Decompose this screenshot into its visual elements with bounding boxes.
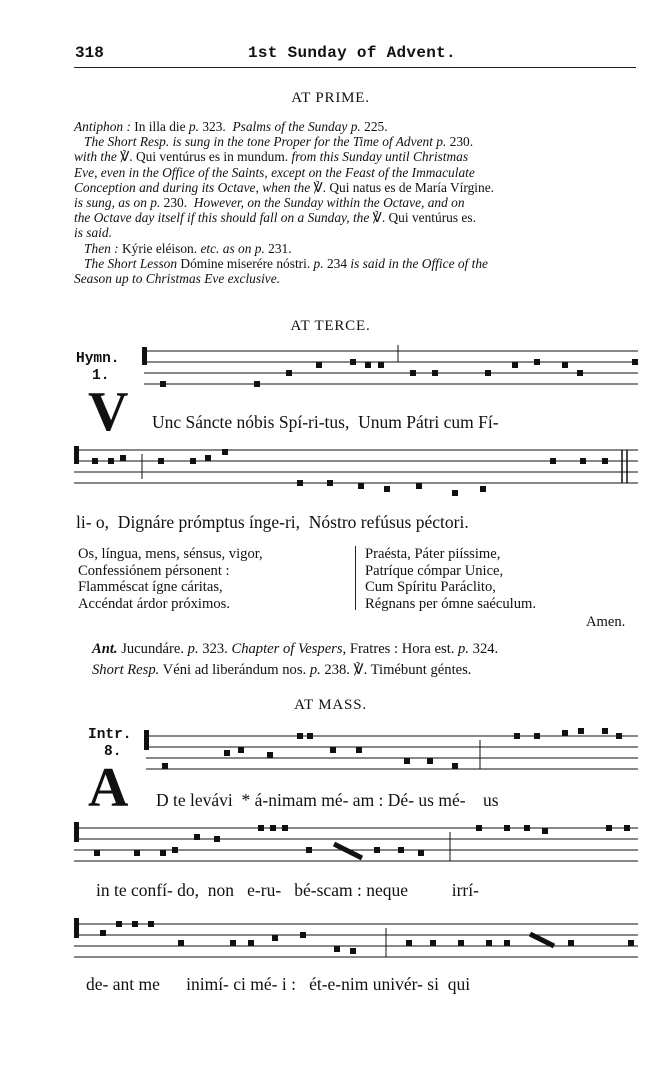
stanza-line: Patríque cómpar Unice, bbox=[365, 562, 504, 579]
stanza-line: Flamméscat ígne cáritas, bbox=[78, 579, 223, 595]
introit-staff-1 bbox=[142, 722, 640, 782]
hymn-staff-1 bbox=[140, 340, 640, 400]
hymn-staff-2 bbox=[72, 438, 640, 510]
introit-staff-2 bbox=[72, 814, 640, 876]
introit-label: Intr. bbox=[88, 727, 132, 743]
stanza-line: Confessiónem pérsonent : bbox=[78, 562, 230, 579]
short-resp-line: Short Resp. Véni ad liberándum nos. p. 238. ℣. Timébunt géntes. bbox=[92, 662, 472, 678]
antiphon-line: Ant. Jucundáre. p. 323. Chapter of Vespers, Fratres : Hora est. p. 324. bbox=[92, 641, 499, 657]
prime-line: Conception and during its Octave, when the ℣. Qui natus es de María Vírgine. bbox=[74, 179, 494, 195]
hymn-lyrics-line-2: li- o, Dignáre prómptus ínge-ri, Nóstro refúsus péctori. bbox=[76, 512, 469, 532]
stanza-line: Praésta, Páter piíssime, bbox=[365, 546, 501, 562]
stanza-line: Accéndat árdor próximos. bbox=[78, 595, 230, 612]
prime-line: is said. bbox=[74, 225, 112, 241]
introit-mode: 8. bbox=[104, 744, 122, 760]
introit-lyrics-line-1: D te levávi * á-nimam mé- am : Dé- us mé- us bbox=[156, 790, 499, 810]
introit-initial: A bbox=[88, 757, 129, 819]
page-number: 318 bbox=[75, 44, 104, 62]
prime-rubrics bbox=[74, 119, 637, 286]
introit-lyrics-line-3: de- ant me inimí- ci mé- i : ét-e-nim univér- si qui bbox=[86, 974, 471, 994]
hymn-stanza-left bbox=[78, 546, 263, 612]
hymn-stanza-right bbox=[365, 546, 536, 612]
introit-staff-3 bbox=[72, 910, 640, 972]
prime-line: with the ℣. Qui ventúrus es in mundum. from this Sunday until Christmas bbox=[74, 149, 469, 165]
header-rule bbox=[74, 67, 636, 68]
prime-line: is sung, as on p. 230. However, on the Sunday within the Octave, and on bbox=[74, 195, 465, 211]
prime-line: the Octave day itself if this should fall on a Sunday, the ℣. Qui ventúrus es. bbox=[74, 210, 476, 226]
prime-line: Antiphon : In illa die p. 323. Psalms of the Sunday p. 225. bbox=[74, 119, 388, 134]
stanza-line: Cum Spíritu Paráclito, bbox=[365, 579, 496, 595]
prime-line: The Short Lesson Dómine miserére nóstri. p. 234 is said in the Office of the bbox=[84, 255, 488, 271]
stanza-divider bbox=[355, 546, 356, 610]
amen: Amen. bbox=[586, 614, 626, 630]
stanza-line: Régnans per ómne saéculum. bbox=[365, 595, 537, 612]
prime-line: Then : Kýrie eléison. etc. as on p. 231. bbox=[84, 240, 292, 256]
introit-lyrics-line-2: in te confí- do, non e-ru- bé-scam : neque irrí- bbox=[96, 880, 479, 900]
prime-line: The Short Resp. is sung in the tone Proper for the Time of Advent p. 230. bbox=[84, 134, 474, 150]
mass-heading: AT MASS. bbox=[294, 697, 367, 713]
stanza-line: Os, língua, mens, sénsus, vigor, bbox=[78, 546, 263, 562]
hymn-initial: V bbox=[88, 381, 129, 443]
hymn-number: 1. bbox=[92, 368, 110, 384]
hymn-lyrics-line-1: Unc Sáncte nóbis Spí-ri-tus, Unum Pátri cum Fí- bbox=[152, 412, 499, 432]
terce-heading: AT TERCE. bbox=[290, 318, 371, 334]
running-title: 1st Sunday of Advent. bbox=[248, 44, 456, 62]
prime-line: Season up to Christmas Eve exclusive. bbox=[74, 271, 281, 287]
hymn-label: Hymn. bbox=[76, 351, 120, 367]
prime-heading: AT PRIME. bbox=[291, 90, 370, 106]
prime-line: Eve, even in the Office of the Saints, except on the Feast of the Immaculate bbox=[74, 164, 475, 180]
